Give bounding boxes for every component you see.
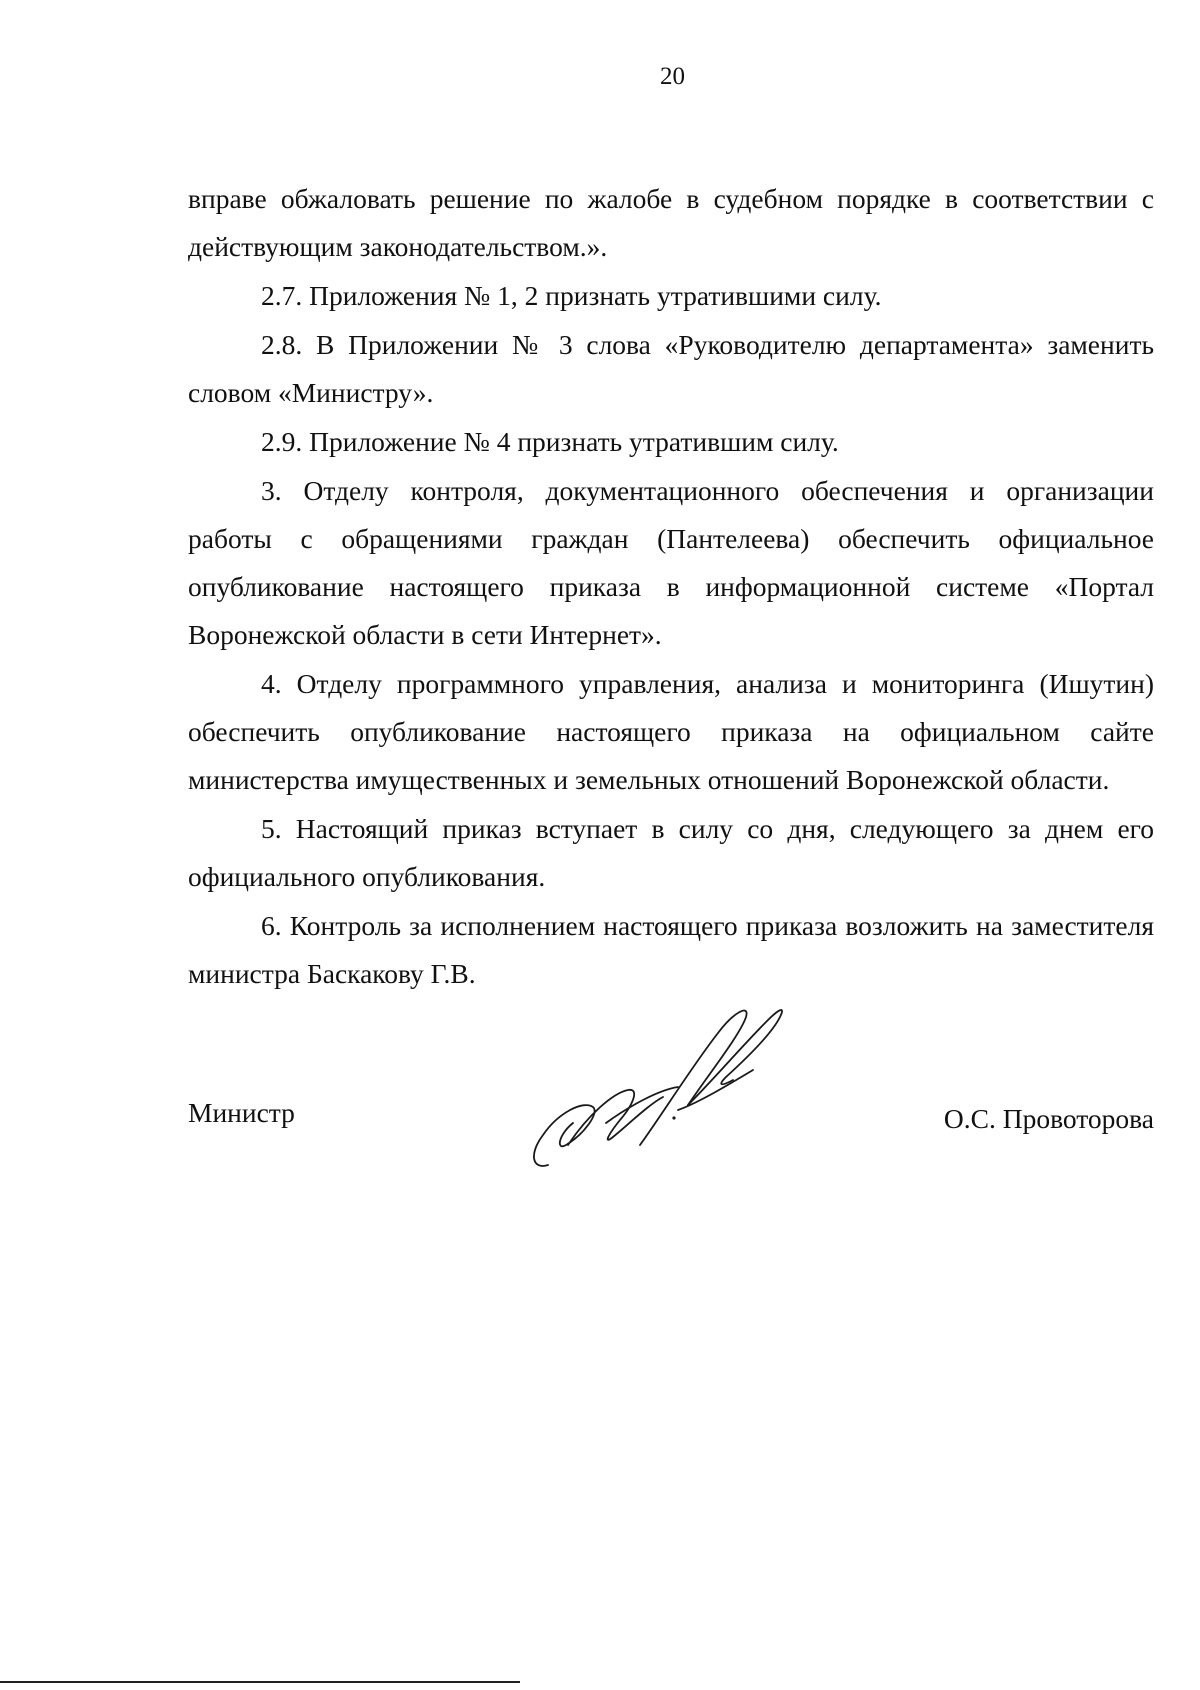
paragraph: 2.9. Приложение № 4 признать утратившим силу. [261, 426, 839, 457]
bottom-rule [0, 1681, 520, 1683]
page-number: 20 [660, 63, 685, 90]
paragraph: 6. Контроль за исполнением настоящего приказа возложить на заместителя министра Баскакову Г.В. [188, 910, 1154, 989]
paragraph: 2.8. В Приложении № 3 слова «Руководителю департамента» заменить словом «Министру». [188, 329, 1154, 408]
signature-block [188, 1093, 1154, 1153]
signatory-name: О.С. Провоторова [943, 1103, 1154, 1134]
document-body [188, 175, 1154, 999]
signatory-title: Министр [188, 1097, 295, 1128]
paragraph: 5. Настоящий приказ вступает в силу со дня, следующего за днем его официального опубликования. [188, 813, 1154, 892]
handwritten-signature [528, 995, 828, 1185]
paragraph: 4. Отделу программного управления, анализа и мониторинга (Ишутин) обеспечить опубликование настоящего приказа на официальном сайте министерства имущественных и земельных отношений Воронежской области. [188, 668, 1154, 795]
paragraph: вправе обжаловать решение по жалобе в судебном порядке в соответствии с действующим законодательством.». [188, 183, 1154, 262]
paragraph: 3. Отделу контроля, документационного обеспечения и организации работы с обращениями граждан (Пантелеева) обеспечить официальное опубликование настоящего приказа в информационной системе «Портал Воронежской области в сети Интернет». [188, 475, 1154, 650]
paragraph: 2.7. Приложения № 1, 2 признать утратившими силу. [261, 280, 882, 311]
